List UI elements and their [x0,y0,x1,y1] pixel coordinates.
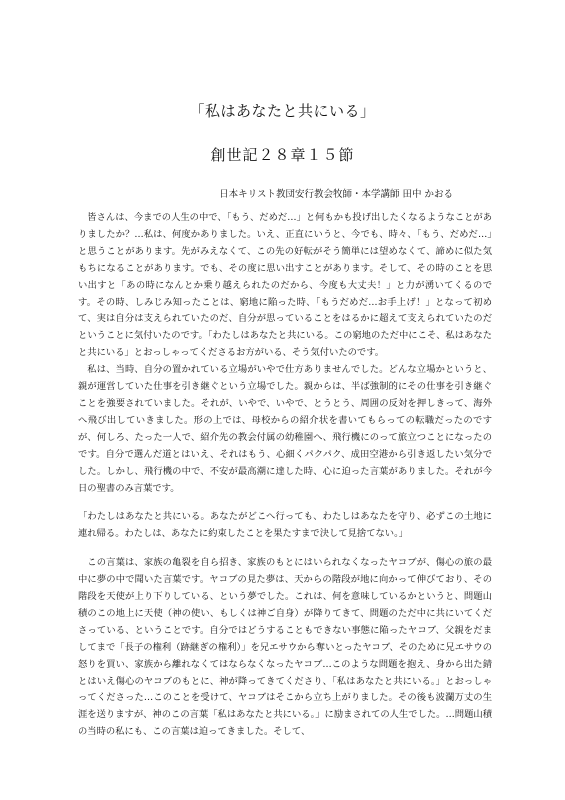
paragraph-2: 私は、当時、自分の置かれている立場がいやで仕方ありませんでした。どんな立場かというと、親が運営していた仕事を引き継ぐという立場でした。親からは、半ば強制的にその仕事を引き継ぐことを強要されていました。それが、いやで、いやで、とうとう、周囲の反対を押しきって、海外へ飛び出していきました。形の上では、母校からの紹介状を書いてもらっての転職だったのですが、何しろ、たった一人で、紹介先の教会付属の幼稚園へ、飛行機にのって旅立つことになったのです。自分で選んだ道とはいえ、それはもう、心細くパクパク、成田空港から引き返したい気分でした。しかし、飛行機の中で、不安が最高潮に達した時、心に迫った言葉がありました。それが今日の聖書のみ言葉です。 [78,364,492,494]
paragraph-3: この言葉は、家族の亀裂を自ら招き、家族のもとにはいられなくなったヤコブが、傷心の旅の最中に夢の中で聞いた言葉です。ヤコブの見た夢は、天からの階段が地に向かって伸びており、その階段を天使が上り下りしている、という夢でした。これは、何を意味しているかというと、問題山積のこの地上に天使（神の使い、もしくは神ご自身）が降りてきて、問題のただ中に共にいてくださっている、ということです。自分ではどうすることもできない事態に陥ったヤコブ、父親をだましてまで「長子の権利（跡継ぎの権利）」を兄エサウから奪いとったヤコブ、そのために兄エサウの怒りを買い、家族から離れなくてはならなくなったヤコブ…このような問題を抱え、身から出た錆とはいえ傷心のヤコブのもとに、神が降ってきてくださり、「私はあなたと共にいる。」とおっしゃってくださった…このことを受けて、ヤコブはそこから立ち上がりました。その後も波瀾万丈の生涯を送りますが、神のこの言葉「私はあなたと共にいる。」に励まされての人生でした。…問題山積の当時の私にも、この言葉は迫ってきました。そして、 [78,557,492,738]
sermon-title: 「私はあなたと共にいる」 [189,102,376,120]
scripture-reference: 創世記２８章１５節 [210,146,355,164]
body-text [78,210,492,741]
paragraph-1: 皆さんは、今までの人生の中で、「もう、だめだ…」と何もかも投げ出したくなるようなことがありましたか？…私は、何度かありました。いえ、正直にいうと、今でも、時々、「もう、だめだ…」と思うことがあります。先がみえなくて、この先の好転がそう簡単には望めなくて、諦めに似た気もちになることがあります。でも、その度に思い出すことがあります。そして、その時のことを思い出すと「あの時になんとか乗り越えられたのだから、今度も大丈夫！」と力が湧いてくるのです。その時、しみじみ知ったことは、窮地に陥った時、「もうだめだ…お手上げ！」となって初めて、実は自分は支えられていたのだ、自分が思っていることをはるかに超えて支えられていたのだということに気付いたのです。「わたしはあなたと共にいる。この窮地のただ中にこそ、私はあなたと共にいる」とおっしゃってくださるお方がいる、そう気付いたのです。 [78,212,492,359]
scripture-quote: 「わたしはあなたと共にいる。あなたがどこへ行っても、わたしはあなたを守り、必ずこの土地に連れ帰る。わたしは、あなたに約束したことを果たすまで決して見捨てない。」 [78,511,492,540]
author-line: 日本キリスト教団安行教会牧師・本学講師 田中 かおる [219,189,453,200]
